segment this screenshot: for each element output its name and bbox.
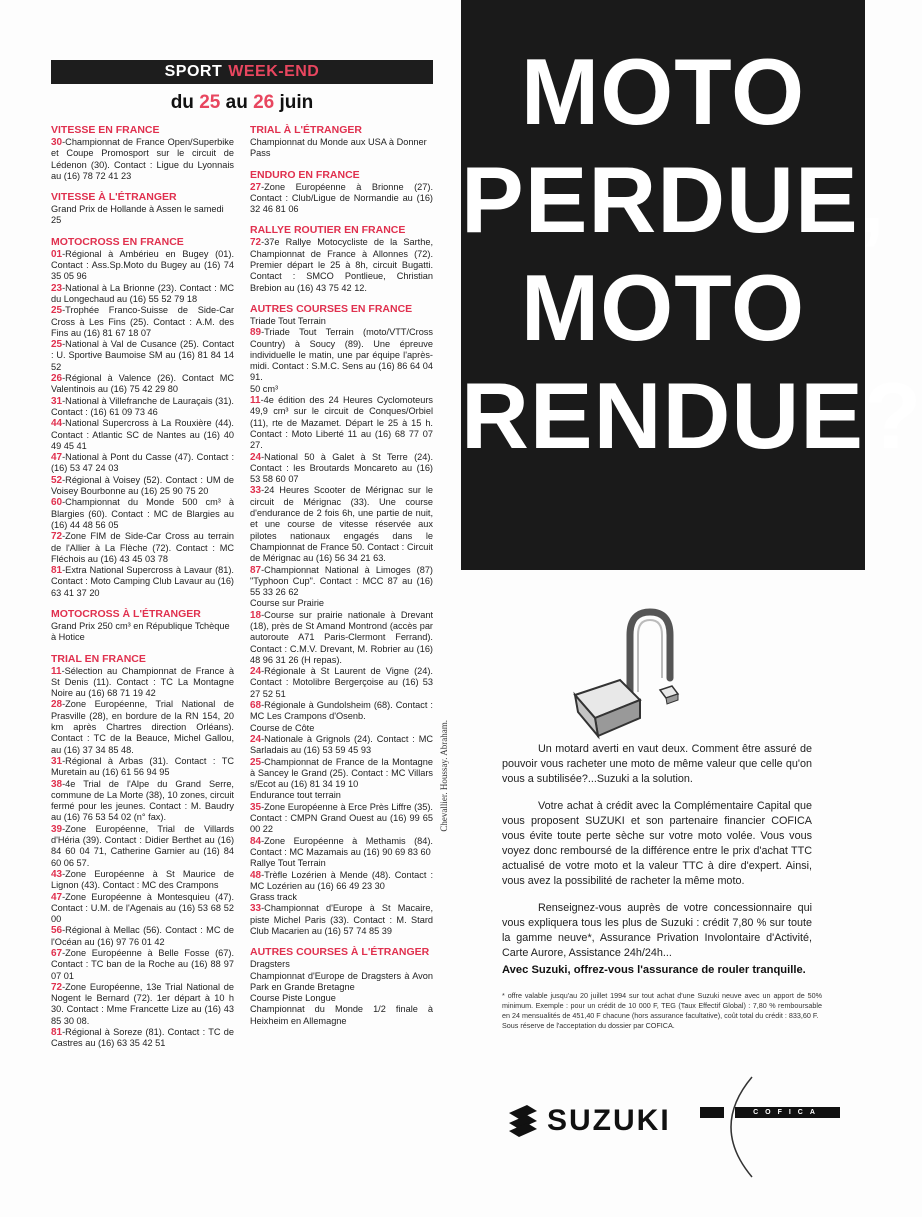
listing-section bbox=[51, 653, 234, 1050]
listing-entry bbox=[51, 948, 234, 982]
entry-text: Championnat d'Europe de Dragsters à Avon Park en Grande Bretagne bbox=[250, 970, 433, 992]
section-title: RALLYE ROUTIER EN FRANCE bbox=[250, 224, 406, 237]
listing-entry bbox=[250, 870, 433, 893]
entry-text: -37e Rallye Motocycliste de la Sarthe, Championnat de France à Allonnes (72). Premier départ le 25 à 8h, circuit Bugatti. Contact : SMCO Pontlieue, Christian Brebion au (16) 43 75 42 12. bbox=[250, 237, 433, 293]
listing-entry bbox=[51, 475, 234, 498]
department-number: 35 bbox=[250, 801, 262, 813]
section-title: AUTRES COURSES À L'ÉTRANGER bbox=[250, 946, 430, 959]
listing-entry bbox=[51, 452, 234, 475]
entry-text: -Régional à Voisey (52). Contact : UM de Voisey Bourbonne au (16) 25 90 75 20 bbox=[51, 474, 234, 497]
department-number: 25 bbox=[250, 756, 262, 768]
entry-text: -Championnat National à Limoges (87) "Typhoon Cup". Contact : MCC 87 au (16) 55 33 26 62 bbox=[250, 564, 433, 598]
department-number: 48 bbox=[250, 869, 262, 881]
department-number: 11 bbox=[51, 665, 62, 677]
listing-entry bbox=[250, 610, 433, 666]
department-number: 31 bbox=[51, 755, 63, 767]
cofica-logo bbox=[700, 1072, 840, 1182]
listing-entry bbox=[51, 305, 234, 339]
section-title: MOTOCROSS À L'ÉTRANGER bbox=[51, 607, 201, 620]
banner-sport: SPORT bbox=[164, 63, 223, 80]
entry-text: -Régionale à St Laurent de Vigne (24). Contact : Motolibre Bergerçoise au (16) 53 27 52 51 bbox=[250, 666, 433, 699]
entry-text: -Zone Européenne à Belle Fosse (67). Contact : TC ban de la Roche au (16) 88 97 07 01 bbox=[51, 948, 234, 981]
department-number: 43 bbox=[51, 868, 63, 880]
department-number: 28 bbox=[51, 699, 63, 711]
listing-column-1 bbox=[51, 124, 234, 1059]
category-label: Endurance tout terrain bbox=[250, 790, 341, 801]
category-label: Rallye Tout Terrain bbox=[250, 858, 326, 869]
listing-entry bbox=[51, 666, 234, 700]
listing-entry bbox=[250, 836, 433, 859]
cofica-bar-left bbox=[700, 1107, 724, 1118]
ad-paragraph-2: Votre achat à crédit avec la Complémentaire Capital que vous proposent SUZUKI et son partenaire financier COFICA vous évite toute perte sèche sur votre moto volée. Vous vous voyez donc remboursé de la différence entre le prix d'achat TTC actualisé de votre moto et la valeur TTC à dire d'expert. Ainsi, vous avez la possibilité de racheter la même moto. bbox=[502, 800, 812, 887]
department-number: 72 bbox=[51, 981, 63, 993]
department-number: 27 bbox=[250, 181, 262, 193]
listing-entry bbox=[51, 699, 234, 755]
listing-entry bbox=[51, 373, 234, 396]
department-number: 23 bbox=[51, 282, 63, 294]
department-number: 72 bbox=[250, 237, 262, 249]
entry-text: -Nationale à Grignols (24). Contact : MC Sarladais au (16) 53 59 45 93 bbox=[250, 733, 433, 756]
banner-weekend: WEEK-END bbox=[228, 63, 320, 80]
listing-section bbox=[51, 608, 234, 644]
entry-text: -4e édition des 24 Heures Cyclomoteurs 49,9 cm³ sur le circuit de Conques/Orbiel (11), rte de Mazamet. Départ le 25 à 15 h. Contact : Moto Liberté 11 au (16) 68 77 07 27. bbox=[250, 395, 433, 451]
cofica-wordmark: COFICA bbox=[735, 1107, 840, 1118]
listing-entry bbox=[250, 903, 433, 937]
listing-entry bbox=[51, 418, 234, 452]
sport-weekend-section bbox=[51, 60, 433, 1059]
listing-entry bbox=[250, 485, 433, 564]
listing-entry bbox=[250, 182, 433, 216]
listing-entry bbox=[250, 802, 433, 836]
listing-entry bbox=[250, 971, 433, 994]
department-number: 44 bbox=[51, 418, 63, 430]
ad-tagline: Avec Suzuki, offrez-vous l'assurance de rouler tranquille. bbox=[502, 964, 806, 976]
date-range-heading: du 25 au 26 juin bbox=[170, 92, 314, 113]
department-number: 24 bbox=[250, 451, 262, 463]
department-number: 24 bbox=[250, 733, 262, 745]
listing-entry bbox=[250, 452, 433, 486]
department-number: 18 bbox=[250, 609, 262, 621]
department-number: 67 bbox=[51, 948, 63, 959]
listing-section bbox=[250, 946, 433, 1027]
department-number: 38 bbox=[51, 778, 63, 790]
category-label: Course de Côte bbox=[250, 722, 315, 733]
listing-entry bbox=[51, 982, 234, 1027]
entry-text: -4e Trial de l'Alpe du Grand Serre, commune de La Morte (38), 10 zones, circuit fermé pour les jeunes. Contact : M. Baudry au (16) 76 53 54 02 (n° fax). bbox=[51, 778, 234, 823]
category-label: Grass track bbox=[250, 892, 297, 903]
entry-text: -Trophée Franco-Suisse de Side-Car Cross à Les Fins (25). Contact : A.M. des Fins au (16) 81 67 18 07 bbox=[51, 305, 234, 338]
sport-weekend-banner bbox=[51, 60, 433, 84]
department-number: 30 bbox=[51, 137, 63, 148]
listing-section bbox=[51, 191, 234, 227]
section-subtitle: Dragsters bbox=[250, 959, 290, 970]
entry-text: -Régional à Mellac (56). Contact : MC de l'Océan au (16) 97 76 01 42 bbox=[51, 925, 234, 947]
listing-entry bbox=[51, 756, 234, 779]
listing-entry bbox=[51, 565, 234, 599]
entry-text: -Extra National Supercross à Lavaur (81). Contact : Moto Camping Club Lavaur au (16) 63 41 37 20 bbox=[51, 565, 234, 598]
department-number: 72 bbox=[51, 531, 63, 543]
listing-entry bbox=[250, 734, 433, 757]
entry-text: -National à Villefranche de Lauraçais (31). Contact : (16) 61 09 73 46 bbox=[51, 395, 234, 417]
ad-headline: MOTO PERDUE, MOTO RENDUE? bbox=[461, 39, 922, 468]
suzuki-wordmark: SUZUKI bbox=[547, 1104, 671, 1137]
listing-entry bbox=[250, 565, 433, 599]
department-number: 84 bbox=[250, 835, 262, 847]
entry-text: -Zone Européenne à St Maurice de Lignon (43). Contact : MC des Crampons bbox=[51, 868, 234, 891]
suzuki-s-logo bbox=[505, 1103, 541, 1139]
section-title: TRIAL EN FRANCE bbox=[51, 652, 146, 665]
listing-entry bbox=[250, 700, 433, 723]
department-number: 24 bbox=[250, 666, 262, 678]
department-number: 01 bbox=[51, 248, 63, 260]
department-number: 87 bbox=[250, 564, 262, 576]
listing-section bbox=[250, 303, 433, 937]
department-number: 25 bbox=[51, 305, 63, 317]
entry-text: -Zone Européenne à Montesquieu (47). Contact : U.M. de l'Agenais au (16) 53 68 52 00 bbox=[51, 891, 234, 925]
section-title: VITESSE À L'ÉTRANGER bbox=[51, 191, 177, 204]
suzuki-logo bbox=[505, 1103, 671, 1139]
department-number: 81 bbox=[51, 565, 63, 577]
listing-entry bbox=[250, 237, 433, 293]
entry-text: -Régional à Soreze (81). Contact : TC de Castres au (16) 63 35 42 51 bbox=[51, 1027, 234, 1049]
photo-credit: Chevallier. Houssay. Abraham. bbox=[439, 720, 449, 832]
listing-section bbox=[250, 224, 433, 293]
department-number: 25 bbox=[51, 339, 63, 351]
department-number: 33 bbox=[250, 903, 262, 915]
department-number: 31 bbox=[51, 395, 63, 407]
entry-text: -National à Val de Cusance (25). Contact : U. Sportive Baumoise SM au (16) 81 84 14 52 bbox=[51, 339, 234, 372]
listing-entry bbox=[51, 925, 234, 948]
department-number: 33 bbox=[250, 485, 262, 497]
section-title: MOTOCROSS EN FRANCE bbox=[51, 235, 184, 248]
listing-entry bbox=[250, 395, 433, 451]
entry-text: Championnat du Monde 1/2 finale à Heixheim en Allemagne bbox=[250, 1004, 433, 1026]
listing-entry bbox=[250, 1004, 433, 1027]
section-title: AUTRES COURSES EN FRANCE bbox=[250, 302, 413, 315]
department-number: 60 bbox=[51, 497, 63, 509]
section-title: ENDURO EN FRANCE bbox=[250, 168, 360, 181]
department-number: 47 bbox=[51, 452, 63, 464]
entry-text: -Course sur prairie nationale à Drevant (18), près de St Amand Montrond (accès par autoroute A71 Paris-Clermont Ferrand). Contact : C.M.V. Drevant, M. Robrier au (16) 48 96 31 26 (H repas). bbox=[250, 609, 433, 665]
entry-text: -Zone Européenne à Methamis (84). Contact : MC Mazamais au (16) 90 69 83 60 bbox=[250, 835, 433, 857]
section-subtitle: Triade Tout Terrain bbox=[250, 315, 326, 326]
listing-entry bbox=[250, 757, 433, 791]
entry-text: -Zone Européenne, 13e Trial National de Nogent le Bernard (72). 1er départ à 10 h 30. Contact : Mme Francette Lize au (16) 43 85 30 08. bbox=[51, 981, 234, 1026]
listing-entry bbox=[51, 779, 234, 824]
department-number: 11 bbox=[250, 395, 261, 407]
listing-entry bbox=[51, 497, 234, 531]
ad-body bbox=[502, 742, 812, 973]
listing-entry bbox=[51, 249, 234, 283]
listing-section bbox=[250, 124, 433, 160]
entry-text: -National à Pont du Casse (47). Contact : (16) 53 47 24 03 bbox=[51, 452, 234, 474]
listing-entry bbox=[51, 137, 234, 182]
listing-entry bbox=[51, 869, 234, 892]
entry-text: -Zone Européenne à Erce Près Liffre (35). Contact : CMPN Grand Ouest au (16) 99 65 00 22 bbox=[250, 801, 433, 835]
entry-text: -Championnat d'Europe à St Macaire, piste Michel Paris (33). Contact : M. Stard Club Macarien au (16) 57 74 85 39 bbox=[250, 903, 433, 936]
padlock-icon bbox=[560, 600, 710, 750]
entry-text: -Zone Européenne à Brionne (27). Contact : Club/Ligue de Normandie au (16) 32 46 81 06 bbox=[250, 181, 433, 215]
category-label: Course Piste Longue bbox=[250, 993, 336, 1004]
listing-entry bbox=[51, 1027, 234, 1050]
entry-text: -National 50 à Galet à St Terre (24). Contact : les Broutards Moncareto au (16) 53 58 60 07 bbox=[250, 451, 433, 485]
listing-entry bbox=[51, 283, 234, 306]
department-number: 26 bbox=[51, 373, 63, 385]
category-label: 50 cm³ bbox=[250, 383, 279, 394]
listing-entry bbox=[250, 666, 433, 700]
entry-text: -Championnat de France Open/Superbike et Coupe Promosport sur le circuit de Lédenon (30). Contact : Ligue du Lyonnais au (16) 78 72 41 23 bbox=[51, 137, 234, 181]
section-title: VITESSE EN FRANCE bbox=[51, 124, 160, 136]
listing-section bbox=[250, 169, 433, 216]
listing-column-2 bbox=[250, 124, 433, 1059]
entry-text: -Zone Européenne, Trial de Villards d'Héria (39). Contact : Didier Berthet au (16) 84 60 04 71, Catherine Garnier au (16) 84 60 06 57. bbox=[51, 823, 234, 868]
entry-text: -Régional à Valence (26). Contact MC Valentinois au (16) 75 42 29 80 bbox=[51, 373, 234, 395]
entry-text: -Championnat de France de la Montagne à Sancey le Grand (25). Contact : MC Villars s/Ecot au (16) 81 34 19 10 bbox=[250, 756, 433, 790]
section-title: TRIAL À L'ÉTRANGER bbox=[250, 124, 362, 136]
section-subtitle: Grand Prix 250 cm³ en République Tchèque à Hotice bbox=[51, 620, 230, 643]
department-number: 81 bbox=[51, 1027, 63, 1039]
listing-entry bbox=[51, 396, 234, 419]
section-subtitle: Championnat du Monde aux USA à Donner Pass bbox=[250, 137, 427, 159]
entry-text: -Trèfle Lozérien à Mende (48). Contact : MC Lozérien au (16) 66 49 23 30 bbox=[250, 869, 433, 891]
section-subtitle: Grand Prix de Hollande à Assen le samedi 25 bbox=[51, 204, 224, 226]
listing-entry bbox=[51, 892, 234, 926]
ad-paragraph-1: Un motard averti en vaut deux. Comment être assuré de pouvoir vous racheter une moto de même valeur que celle qu'on vous a subtilisée?...Suzuki a la solution. bbox=[502, 743, 812, 785]
entry-text: -24 Heures Scooter de Mérignac sur le circuit de Mérignac (33). Une course d'endurance de 2 fois 6h, une partie de nuit, et une course de vitesse réservée aux pilotes nationaux engagés dans le Championnat de France 50. Contact : Circuit de Mérignac au (16) 56 34 21 63. bbox=[250, 485, 433, 564]
department-number: 39 bbox=[51, 823, 63, 835]
department-number: 68 bbox=[250, 700, 262, 712]
listing-entry bbox=[51, 339, 234, 373]
entry-text: -Régional à Arbas (31). Contact : TC Muretain au (16) 61 56 94 95 bbox=[51, 755, 234, 778]
entry-text: -Championnat du Monde 500 cm³ à Blargies (60). Contact : MC de Blargies au (16) 44 48 56 05 bbox=[51, 497, 234, 530]
entry-text: -Zone Européenne, Trial National de Prasville (28), en bordure de la RN 154, 20 km après Chartres direction Orléans). Contact : TC de la Beauce, Michel Gallou, au (16) 37 34 85 48. bbox=[51, 699, 234, 755]
department-number: 47 bbox=[51, 891, 63, 903]
entry-text: -Triade Tout Terrain (moto/VTT/Cross Country) à Soucy (89). Une épreuve individuelle le matin, une par équipe l'après-midi. Contact : S.M.C. Sens au (16) 86 64 04 91. bbox=[250, 327, 433, 383]
listing-section bbox=[51, 236, 234, 599]
department-number: 89 bbox=[250, 327, 262, 339]
entry-text: -Zone FIM de Side-Car Cross au terrain de l'Allier à La Flèche (72). Contact : MC Fléchois au (16) 43 45 03 78 bbox=[51, 531, 234, 564]
listing-entry bbox=[51, 531, 234, 565]
ad-fine-print: * offre valable jusqu'au 20 juillet 1994 sur tout achat d'une Suzuki neuve avec un apport de 50% minimum. Exemple : pour un crédit de 10 000 F, TEG (Taux Effectif Global) : 7,80 % remboursable en 24 mensualités de 451,40 F chacune (hors assurance facultative), coût total du crédit : 833,60 F. Sous réserve de l'acceptation du dossier par COFICA. bbox=[502, 991, 822, 1030]
entry-text: -Régionale à Gundolsheim (68). Contact : MC Les Crampons d'Osenb. bbox=[250, 700, 433, 722]
entry-text: -Régional à Ambérieu en Bugey (01). Contact : Ass.Sp.Moto du Bugey au (16) 74 35 05 96 bbox=[51, 248, 234, 282]
category-label: Course sur Prairie bbox=[250, 598, 325, 609]
entry-text: -Sélection au Championnat de France à St Denis (11). Contact : TC La Montagne Noire au (16) 68 71 19 42 bbox=[51, 665, 234, 699]
entry-text: -National Supercross à La Rouxière (44). Contact : Atlantic SC de Nantes au (16) 40 49 45 41 bbox=[51, 418, 234, 451]
listing-entry bbox=[250, 327, 433, 383]
listing-entry bbox=[51, 824, 234, 869]
department-number: 52 bbox=[51, 474, 63, 486]
entry-text: -National à La Brionne (23). Contact : MC du Longechaud au (16) 55 52 79 18 bbox=[51, 282, 234, 304]
department-number: 56 bbox=[51, 925, 63, 937]
ad-paragraph-3: Renseignez-vous auprès de votre concessionnaire qui vous expliquera tous les plus de Suzuki : crédit 7,80 % sur toute la gamme neuve*, Assurance Privation Involontaire d'Activité, Carte Aurore, Assistance 24h/24h... bbox=[502, 902, 812, 959]
listing-section bbox=[51, 124, 234, 182]
